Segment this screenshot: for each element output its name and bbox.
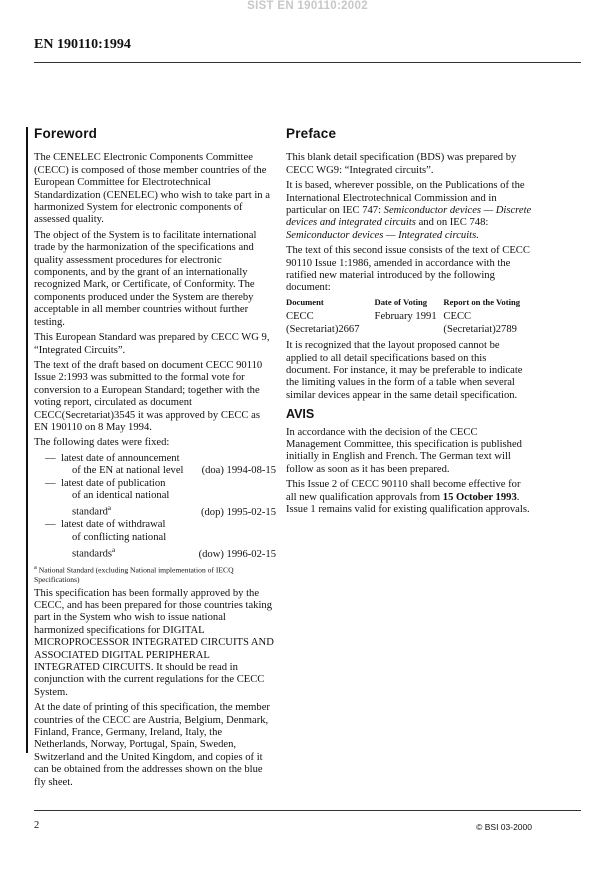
header-rule (34, 62, 581, 63)
preface-para-4: It is recognized that the layout proposed cannot be applied to all detail specifications based on this document. For instance, it may be preferable to indicate the limiting values in the form of a table when several similar devices appear in the same detail specification. (286, 340, 523, 401)
table-cell: CECC (Secretariat)2667 (286, 311, 360, 335)
date-label: (dow) 1996-02-15 (198, 548, 276, 560)
preface-para-1: This blank detail specification (BDS) was prepared by CECC WG9: “Integrated circuits”. (286, 152, 517, 176)
avis-heading: AVIS (286, 407, 315, 422)
foreword-para-1: The CENELEC Electronic Components Committee (CECC) is composed of those member countries of the European Committee for Electrotechnical Standardization (CENELEC) who wish to take part in a harmonized System for electronic components of assessed quality. (34, 152, 270, 226)
page-number: 2 (34, 820, 40, 831)
table-header: Document (286, 296, 324, 307)
amendment-table (286, 298, 532, 336)
dates-list (34, 453, 276, 561)
table-cell: February 1991 (374, 311, 437, 323)
date-line-1: latest date of publication (61, 477, 166, 489)
date-label: (dop) 1995-02-15 (200, 506, 276, 518)
foreword-para-3: This European Standard was prepared by CECC WG 9, “Integrated Circuits”. (34, 332, 270, 356)
date-line-1: latest date of withdrawal (61, 519, 166, 531)
date-line-2: of conflicting national (72, 531, 167, 543)
document-id-header: EN 190110:1994 (34, 37, 131, 52)
watermark: SIST EN 190110:2002 (247, 0, 368, 12)
foreword-para-7: At the date of printing of this specification, the member countries of the CECC are Austria, Belgium, Denmark, Finland, France, Germany, Ireland, Italy, the Netherlands, Norway, Portugal, Spain, Sweden, Switzerland and the United Kingdom, and copies of it can be obtained from the addresses shown on the blue fly sheet. (34, 702, 270, 788)
footer-rule (34, 810, 581, 811)
dash: — (45, 519, 56, 531)
preface-column (286, 128, 532, 519)
table-header: Date of Voting (374, 296, 428, 307)
date-item (34, 453, 276, 478)
change-bar (26, 127, 28, 753)
date-label: (doa) 1994-08-15 (201, 465, 276, 477)
dash: — (45, 477, 56, 489)
table-header-row (286, 298, 532, 312)
preface-heading: Preface (286, 126, 337, 141)
avis-para-2: This Issue 2 of CECC 90110 shall become effective for all new qualification approvals from 15 October 1993. Issue 1 remains valid for existing qualification approvals. (286, 479, 530, 516)
date-line-2: of an identical national (72, 489, 170, 501)
foreword-para-4: The text of the draft based on document CECC 90110 Issue 2:1993 was submitted to the formal vote for conversion to a European Standard; together with the voting report, circulated as document CECC(Secretariat)3545 it was approved by CECC as EN 190110 on 8 May 1994. (34, 359, 263, 433)
date-line-3: standard$^a$ (72, 504, 111, 518)
table-row (286, 311, 532, 336)
foreword-column (34, 128, 276, 792)
foreword-para-2: The object of the System is to facilitate international trade by the harmonization of the specifications and quality assessment procedures for electronic components, and by the grant of an internationally recognized Mark, or Certificate, of Conformity. The components produced under the System are thereby acceptable in all member countries without further testing. (34, 229, 257, 328)
foreword-para-6: This specification has been formally approved by the CECC, and has been prepared for those countries taking part in the System who wish to issue national harmonized specifications for DIGITAL MICROPROCESSOR INTEGRATED CIRCUITS AND ASSOCIATED DIGITAL PERIPHERAL INTEGRATED CIRCUITS. It should be read in conjunction with the current regulations for the CECC System. (34, 587, 274, 698)
dash: — (45, 452, 56, 464)
date-line-1: latest date of announcement (61, 452, 180, 464)
date-line-3: standards$^a$ (72, 546, 116, 560)
date-item (34, 478, 276, 520)
preface-para-2: It is based, wherever possible, on the Publications of the International Electrotechnical Commission and in particular on IEC 747: Semiconductor devices — Discrete devices and integrated circuits and on IEC 748: Semiconductor devices — Integrated circuits. (286, 180, 532, 241)
copyright: © BSI 03-2000 (476, 822, 532, 832)
foreword-para-5: The following dates were fixed: (34, 437, 170, 449)
date-line-2: of the EN at national level (72, 465, 184, 477)
date-item (34, 519, 276, 561)
table-header: Report on the Voting (443, 296, 521, 307)
table-cell: CECC (Secretariat)2789 (443, 311, 517, 335)
preface-para-3: The text of this second issue consists of the text of CECC 90110 Issue 1:1986, amended in accordance with the ratified new material introduced by the following document: (286, 245, 530, 294)
foreword-heading: Foreword (34, 126, 98, 141)
footnote: $^a$ National Standard (excluding National implementation of IECQ Specifications) (34, 564, 234, 584)
avis-para-1: In accordance with the decision of the CECC Management Committee, this specification is published initially in English and French. The German text will follow as soon as it has been prepared. (286, 426, 522, 475)
